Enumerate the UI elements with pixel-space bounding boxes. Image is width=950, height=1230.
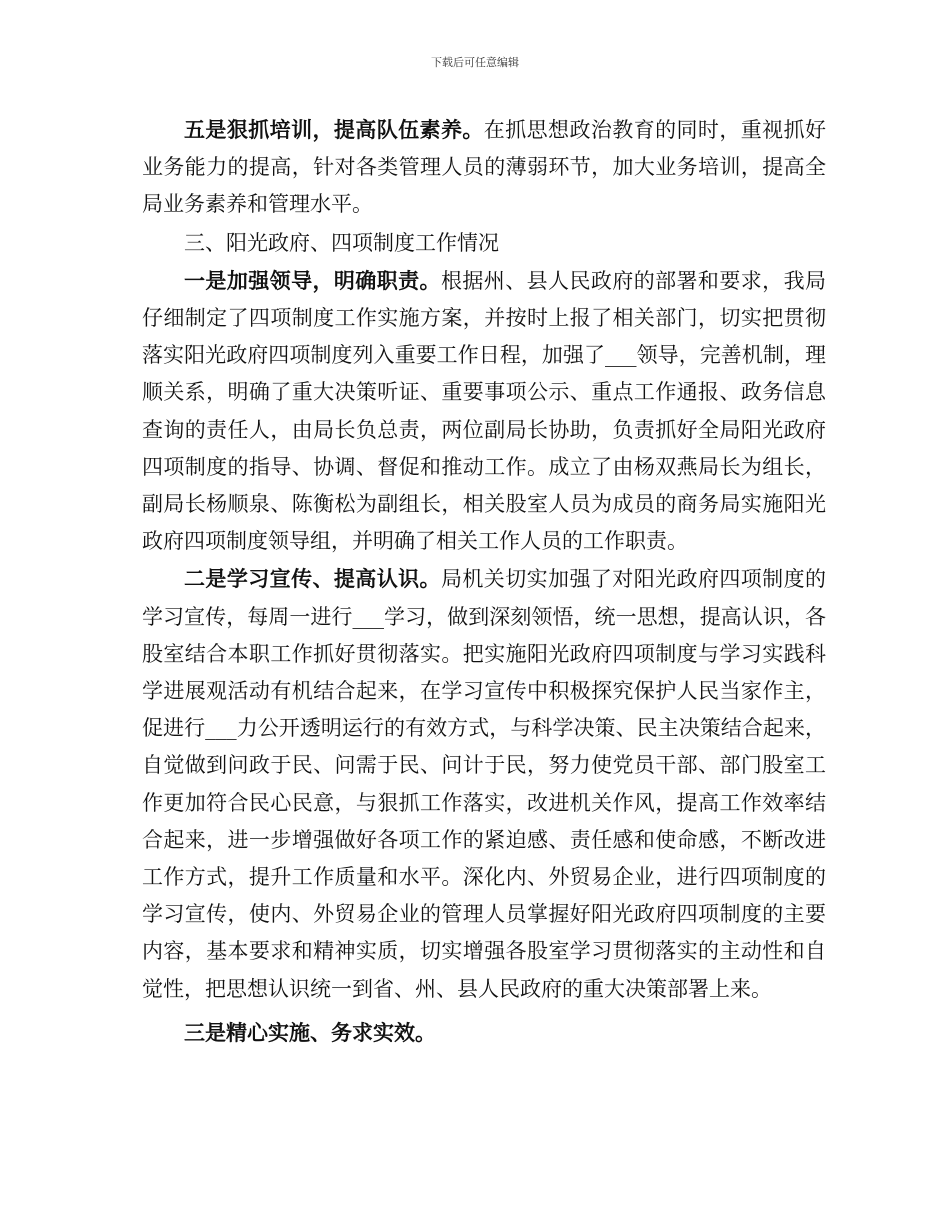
section-heading — [142, 224, 826, 262]
paragraph-training — [142, 111, 826, 224]
paragraph-leadership — [142, 262, 826, 561]
paragraph-lead: 一是加强领导，明确职责。 — [184, 267, 441, 293]
section-heading-text: 三、阳光政府、四项制度工作情况 — [184, 230, 499, 255]
paragraph-text: 在抓思想政治教育的同时，重视抓好业务能力的提高，针对各类管理人员的薄弱环节，加大业务培训，提高全局业务素养和管理水平。 — [142, 118, 827, 217]
paragraph-text: 局机关切实加强了对阳光政府四项制度的学习宣传，每周一进行___学习，做到深刻领悟，统一思想，提高认识，各股室结合本职工作抓好贯彻落实。把实施阳光政府四项制度与学习实践科学进展观活动有机结合起来，在学习宣传中积极探究保护人民当家作主，促进行___力公开透明运行的有效方式，与科学决策、民主决策结合起来，自觉做到问政于民、问需于民、问计于民，努力使党员干部、部门股室工作更加符合民心民意，与狠抓工作落实，改进机关作风，提高工作效率结合起来，进一步增强做好各项工作的紧迫感、责任感和使命感，不断改进工作方式，提升工作质量和水平。深化内、外贸易企业，进行四项制度的学习宣传，使内、外贸易企业的管理人员掌握好阳光政府四项制度的主要内容，基本要求和精神实质，切实增强各股室学习贯彻落实的主动性和自觉性，把思想认识统一到省、州、县人民政府的重大决策部署上来。 — [142, 567, 827, 1001]
paragraph-lead: 二是学习宣传、提高认识。 — [184, 566, 441, 592]
document-body — [142, 111, 826, 1052]
paragraph-implementation — [142, 1014, 826, 1052]
paragraph-text: 根据州、县人民政府的部署和要求，我局仔细制定了四项制度工作实施方案，并按时上报了相关部门，切实把贯彻落实阳光政府四项制度列入重要工作日程，加强了___领导，完善机制，理顺关系，明确了重大决策听证、重要事项公示、重点工作通报、政务信息查询的责任人，由局长负总责，两位副局长协助，负责抓好全局阳光政府四项制度的指导、协调、督促和推动工作。成立了由杨双燕局长为组长，副局长杨顺泉、陈衡松为副组长，相关股室人员为成员的商务局实施阳光政府四项制度领导组，并明确了相关工作人员的工作职责。 — [142, 268, 827, 554]
paragraph-study — [142, 560, 826, 1007]
page-header: 下载后可任意编辑 — [431, 56, 519, 69]
paragraph-lead: 五是狠抓培训，提高队伍素养。 — [184, 117, 484, 142]
paragraph-lead: 三是精心实施、务求实效。 — [184, 1019, 436, 1045]
